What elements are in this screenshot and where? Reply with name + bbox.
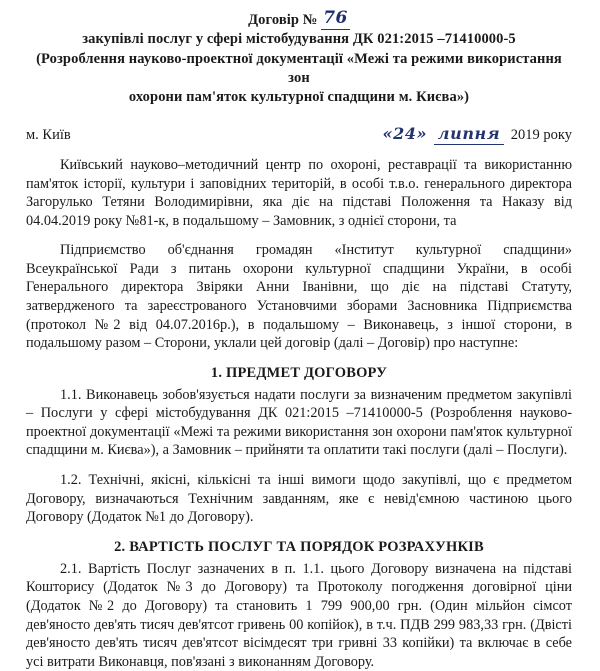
date-day-handwritten: «24»	[382, 123, 428, 143]
title-prefix: Договір №	[248, 12, 318, 28]
document-title-line-2: закупівлі послуг у сфері містобудування ДК 021:2015 –71410000-5	[82, 31, 516, 48]
section-1-heading: 1. ПРЕДМЕТ ДОГОВОРУ	[210, 364, 388, 381]
paragraph-2-text: Підприємство об'єднання громадян «Інститут культурної спадщини» Всеукраїнської Ради з питань охорони культурної спадщини України, в особі Генерального директора Звіряки Анни Іванівни, що діє на підставі Статуту, затвердженого та зареєстрованого Установчими зборами Засновника Підприємства (протокол №2 від 04.07.2016р.), в подальшому – Виконавець, з іншої сторони, в подальшому разом – Сторони, уклали цей договір (далі – Договір) про наступне:	[26, 242, 572, 352]
document-title-line-4: охорони пам'яток культурної спадщини м. Києва»)	[128, 88, 470, 105]
contract-number-handwritten: 76	[323, 8, 348, 28]
city-label: м. Київ	[26, 126, 71, 143]
document-title-line-3: (Розроблення науково-проектної документації «Межі та режими використання зон	[36, 50, 562, 86]
clause-2-1: 2.1. Вартість Послуг зазначених в п. 1.1. цього Договору визначена на підставі Кошторису (Додаток №3 до Договору) та Протоколу погодження договірної ціни (Додаток №2 до Договору) та становить 1 799 900,00 грн. (Один мільйон сімсот дев'яносто дев'ять тисяч дев'ятсот гривень 00 копійок), в т.ч. ПДВ 299 983,33 грн. (Двісті дев'яносто дев'ять тисяч дев'ятсот вісімдесят три гривні 33 копійки) та включає в себе усі витрати Виконавця, пов'язані з виконанням Договору.	[26, 560, 572, 670]
paragraph-1-text: Київський науково–методичний центр по охороні, реставрації та використанню пам'яток історії, культури і заповідних територій, в особі т.в.о. генерального директора Загорулько Тетяни Володимирівни, яка діє на підставі Положення та Наказу від 04.04.2019 року №81-к, в подальшому – Замовник, з однієї сторони, та	[26, 156, 572, 229]
clause-1-1: 1.1. Виконавець зобов'язується надати послуги за визначеним предметом закупівлі – Послуги у сфері містобудування ДК 021:2015 –71410000-5 (Розроблення науково-проектної документації «Межі та режими використання зон охорони пам'яток культурної спадщини м. Києва»), а Замовник – прийняти та оплатити такі послуги (далі – Послуги).	[26, 386, 572, 459]
section-2-heading: 2. ВАРТІСТЬ ПОСЛУГ ТА ПОРЯДОК РОЗРАХУНКІВ	[114, 538, 484, 555]
date-block	[382, 124, 572, 145]
date-month-handwritten: липня	[434, 124, 504, 145]
clause-1-2: 1.2. Технічні, якісні, кількісні та інші вимоги щодо закупівлі, що є предметом Договору, визначаються Технічним завданням, яке є невід'ємною частиною цього Договору (Додаток №1 до Договору).	[26, 472, 572, 526]
paragraph-contractor	[26, 241, 572, 352]
city-date-row	[26, 124, 572, 145]
paragraph-customer	[26, 156, 572, 230]
date-year: 2019 року	[510, 126, 572, 143]
document-title-line-1	[26, 8, 572, 30]
